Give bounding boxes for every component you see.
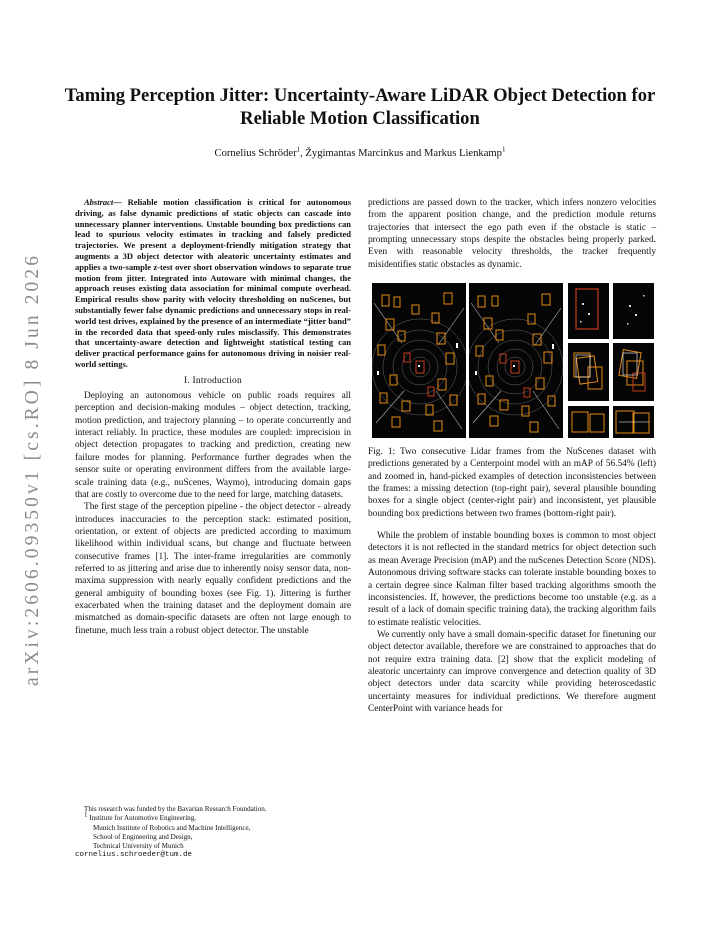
intro-paragraph-1: Deploying an autonomous vehicle on public roads requires all perception and decision-making modules – object detection, tracking, motion prediction, and trajectory planning – to operate concurrently and interact reliably. In practice, these modules are coupled: imprecision in object detection propagates to tracking and prediction, creating new failure modes for planning. Performance further degrades when the sensor suite or operating environment differs from the available large-scale training data (e.g., nuScenes, Waymo), introducing domain gaps that are costly to overcome due to the need for large, matching datasets. [75,391,351,500]
author-affil-sup-1: 1 [296,145,301,154]
intro-paragraph-2: The first stage of the perception pipeline - the object detector - already introduces inaccuracies to the perception stack: estimated position, orientation, or extent of objects are predicted according to maximum likelihood within individual scans, but change and fluctuate between consecutive frames [1]. The inter-frame irregularities are commonly referred to as jittering and arise due to inherently noisy sensor data, non-maxima suppression with nearly equally confident predictions and the general ambiguity of bounding boxes (see Fig. 1). Jittering is further exacerbated when the training dataset and the deployment domain are mismatched as domain-specific datasets are often not large enough to finetune, much less train a robust object detector. The unstable [75,502,351,636]
affiliation-line-4: Technical University of Munich [93,842,184,851]
abstract-dash: — [113,197,128,207]
zoom-multiple-boxes-a-image [568,343,609,401]
zoom-multiple-boxes-a [568,343,609,401]
abstract-text: Reliable motion classification is critical for autonomous driving, as false dynamic predictions of static objects can cascade into unnecessary planner interventions. Unstable bounding box predictions can lead to spurious velocity estimates in tracking and falsely predicted trajectories. We present a deployment-friendly mitigation strategy that augments a 3D object detector with aleatoric uncertainty estimates and applies a two-sample z-test over short observation windows to separate true motion from jitter. Integrated into Autoware with minimal changes, the approach reuses existing data association for minimal compute overhead. Empirical results show parity with velocity thresholding on nuScenes, but substantially fewer false dynamic predictions and unnecessary stops in real-world test drives, explained by the presence of an intermediate “jitter band” in the recorded data that speed-only rules misclassify. This demonstrates that uncertainty-aware detection and lightweight statistical testing can deliver practical performance gains for autonomous driving in noisier real-world settings. [75,197,352,369]
affiliation-line-2: Munich Institute of Robotics and Machine Intelligence, [93,823,251,832]
author-affil-sup-2: 1 [501,145,506,154]
lidar-frame-2 [469,283,563,438]
zoom-multiple-boxes-b-image [613,343,654,401]
figure-1 [368,280,656,440]
author-names-2: , Žygimantas Marcinkus and Markus Lienkamp [300,148,502,159]
arxiv-identifier: arXiv:2606.09350v1 [cs.RO] 8 Jun 2026 [22,256,43,686]
right-paragraph-1: While the problem of instable bounding boxes is common to most object detectors it is not reflected in the standard metrics for object detection such as mean Average Precision (mAP) and the nuScenes Detection Score (NDS). Autonomous driving software stacks can tolerate instable bounding boxes to a certain degree since Kalman filter based tracking algorithms smooth the inconsistencies. If, however, the predictions become too unstable (e.g. as a result of a lack of domain specific training data), the tracking algorithm fails to estimate realistic velocities. [368,531,656,628]
zoom-inconsistent-boxes-b-image [613,406,654,438]
paper-title: Taming Perception Jitter: Uncertainty-Aware LiDAR Object Detection for Reliable Motion Classification [64,85,656,129]
footnotes [75,805,351,861]
abstract [75,197,351,370]
affiliation-sup: 1 [84,810,88,819]
author-names-1: Cornelius Schröder [214,148,297,159]
figure-1-caption: Fig. 1: Two consecutive Lidar frames from the NuScenes dataset with predictions generated by a Centerpoint model with an mAP of 56.54% (left) and zoomed in, hand-picked examples of detection inconsistencies between the frames: a missing detection (top-right pair), several plausible bounding boxes for a single object (center-right pair) and inconsistent, yet plausible bounding box predictions between two frames (bottom-right pair). [368,447,656,519]
funding-note: This research was funded by the Bavarian Research Foundation. [84,805,267,813]
left-column [75,197,351,637]
affiliation-line-1: Institute for Automotive Engineering, [87,814,197,823]
zoom-missing-detection-b [613,283,654,339]
affiliation-note [75,810,351,823]
zoom-inconsistent-boxes-a-image [568,406,609,438]
author-line [40,145,680,159]
lidar-frame-2-image [469,283,563,438]
arxiv-stamp [4,250,52,690]
affiliation-line-3: School of Engineering and Design, [93,832,193,841]
zoom-missing-detection-a [568,283,609,339]
right-column [368,197,656,715]
zoom-inconsistent-boxes-a [568,406,609,438]
lidar-frame-1-image [372,283,466,438]
right-top-paragraph: predictions are passed down to the tracker, which infers nonzero velocities from the apparent position change, and the prediction module returns trajectories that intersect the ego path even if the obstacle is static – prompting unnecessary stops despite the obstacles being properly parked. Even with reasonable velocity thresholds, the tracker frequently misidentifies static obstacles as dynamic. [368,198,656,270]
right-paragraph-2: We currently only have a small domain-specific dataset for finetuning our object detector available, therefore we are constrained to approaches that do not require extra training data. [2] show that the explicit modeling of aleatoric uncertainty can improve convergence and detection quality of 3D object detectors under data scarcity while providing heteroscedastic uncertainty measures for individual predictions. We therefore augment CenterPoint with variance heads for [368,629,656,714]
zoom-inconsistent-boxes-b [613,406,654,438]
author-email: cornelius.schroeder@tum.de [75,851,193,860]
zoom-multiple-boxes-b [613,343,654,401]
lidar-frame-1 [372,283,466,438]
abstract-label: Abstract [84,197,114,207]
zoom-missing-detection-b-image [613,283,654,339]
zoom-missing-detection-a-image [568,283,609,339]
section-heading-introduction: I. Introduction [184,375,242,386]
